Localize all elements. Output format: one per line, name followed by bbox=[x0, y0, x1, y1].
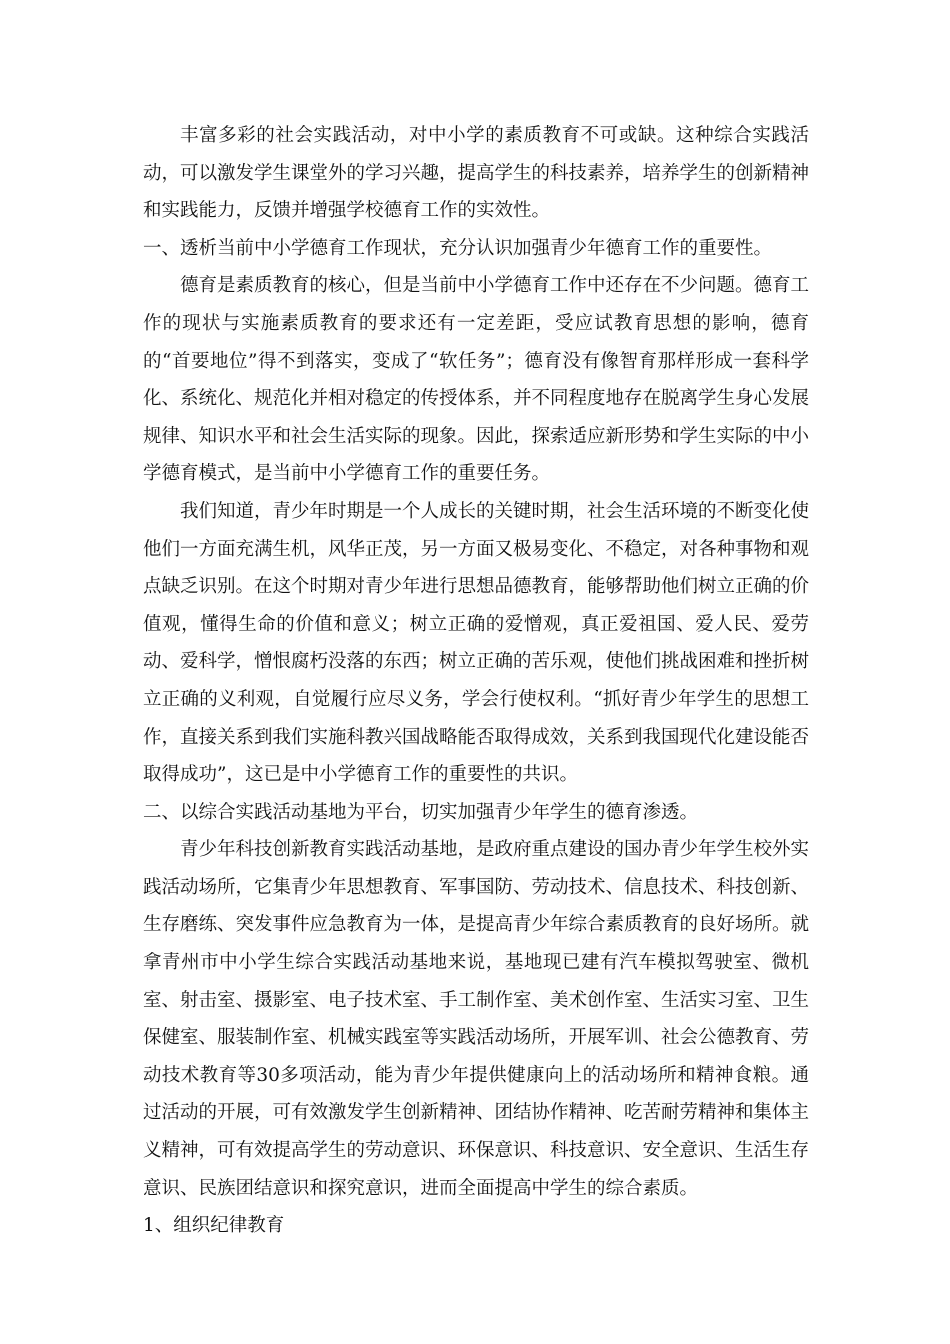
section-heading-1: 一、透析当前中小学德育工作现状，充分认识加强青少年德育工作的重要性。 bbox=[143, 237, 773, 259]
subsection-heading: 1、组织纪律教育 bbox=[143, 1215, 285, 1237]
document-body bbox=[143, 117, 809, 1245]
section-heading-2: 二、以综合实践活动基地为平台，切实加强青少年学生的德育渗透。 bbox=[143, 801, 699, 823]
intro-paragraph: 丰富多彩的社会实践活动，对中小学的素质教育不可或缺。这种综合实践活动，可以激发学生课堂外的学习兴趣，提高学生的科技素养，培养学生的创新精神和实践能力，反馈并增强学校德育工作的实效性。 bbox=[143, 125, 810, 222]
body-paragraph: 德育是素质教育的核心，但是当前中小学德育工作中还存在不少问题。德育工作的现状与实施素质教育的要求还有一定差距，受应试教育思想的影响，德育的“首要地位”得不到落实，变成了“软任务”；德育没有像智育那样形成一套科学化、系统化、规范化并相对稳定的传授体系，并不同程度地存在脱离学生身心发展规律、知识水平和社会生活实际的现象。因此，探索适应新形势和学生实际的中小学德育模式，是当前中小学德育工作的重要任务。 bbox=[143, 275, 810, 485]
body-paragraph: 我们知道，青少年时期是一个人成长的关键时期，社会生活环境的不断变化使他们一方面充满生机，风华正茂，另一方面又极易变化、不稳定，对各种事物和观点缺乏识别。在这个时期对青少年进行思想品德教育，能够帮助他们树立正确的价值观，懂得生命的价值和意义；树立正确的爱憎观，真正爱祖国、爱人民、爱劳动、爱科学，憎恨腐朽没落的东西；树立正确的苦乐观，使他们挑战困难和挫折树立正确的义利观，自觉履行应尽义务，学会行使权利。“抓好青少年学生的思想工作，直接关系到我们实施科教兴国战略能否取得成效，关系到我国现代化建设能否取得成功”，这已是中小学德育工作的重要性的共识。 bbox=[143, 500, 810, 786]
body-paragraph: 青少年科技创新教育实践活动基地，是政府重点建设的国办青少年学生校外实践活动场所，它集青少年思想教育、军事国防、劳动技术、信息技术、科技创新、生存磨练、突发事件应急教育为一体，是提高青少年综合素质教育的良好场所。就拿青州市中小学生综合实践活动基地来说，基地现已建有汽车模拟驾驶室、微机室、射击室、摄影室、电子技术室、手工制作室、美术创作室、生活实习室、卫生保健室、服装制作室、机械实践室等实践活动场所，开展军训、社会公德教育、劳动技术教育等30多项活动，能为青少年提供健康向上的活动场所和精神食粮。通过活动的开展，可有效激发学生创新精神、团结协作精神、吃苦耐劳精神和集体主义精神，可有效提高学生的劳动意识、环保意识、科技意识、安全意识、生活生存意识、民族团结意识和探究意识，进而全面提高中学生的综合素质。 bbox=[143, 839, 810, 1199]
